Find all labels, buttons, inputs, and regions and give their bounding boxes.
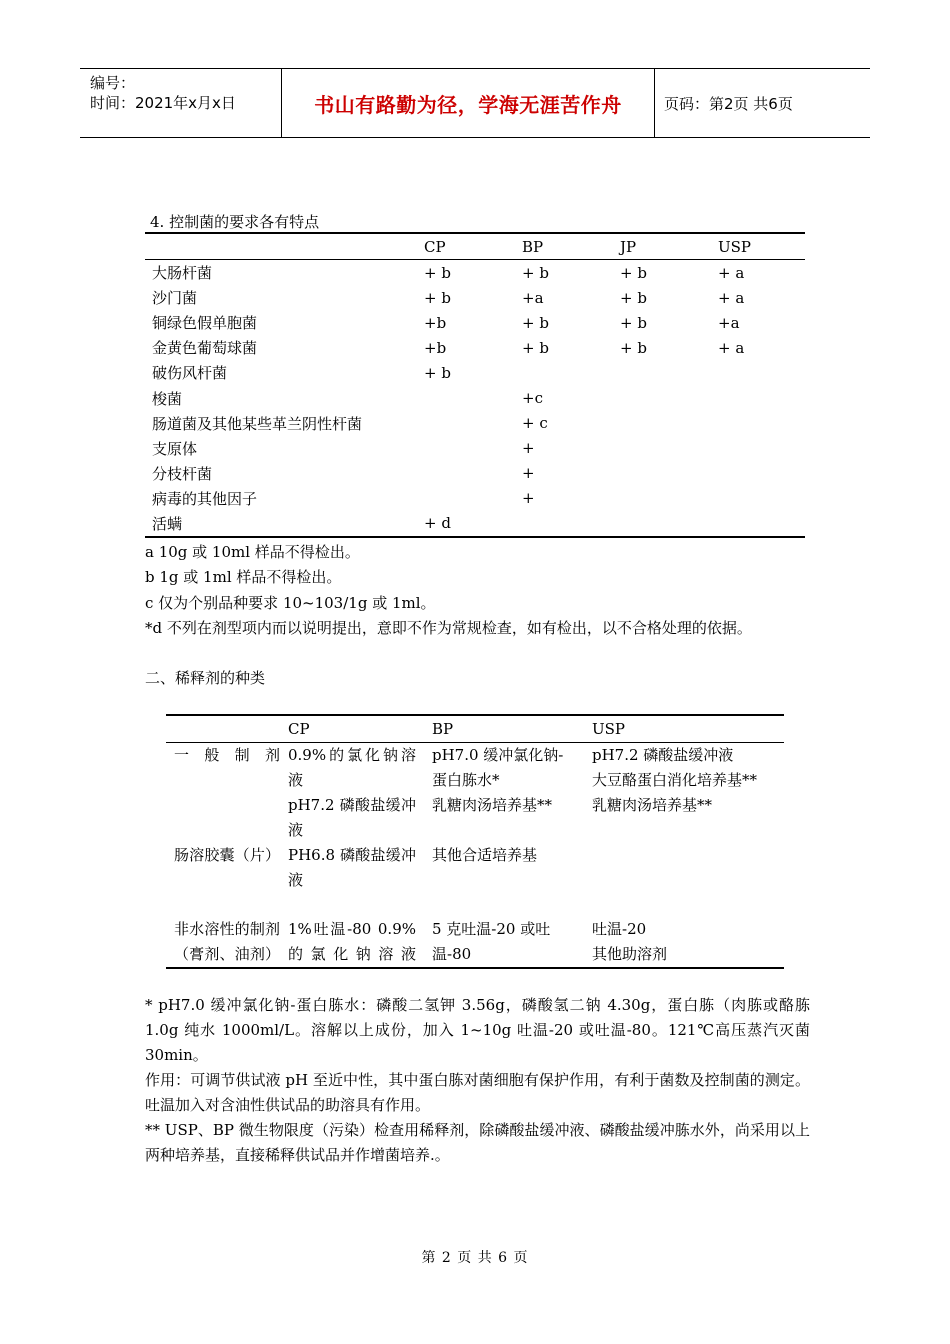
diluent-item: pH7.2 磷酸盐缓冲液 (288, 796, 416, 839)
table-row (145, 335, 805, 360)
column-header (145, 233, 424, 260)
dosage-form-cell: 一般制剂 (174, 746, 280, 764)
requirement-cell: + b (620, 288, 647, 307)
diluent-item: 其他合适培养基 (432, 846, 538, 864)
table-row (166, 917, 784, 968)
usp-diluent-cell (592, 743, 784, 844)
bacteria-name-cell: 活螨 (145, 511, 424, 537)
requirement-cell: + (522, 464, 535, 483)
bacteria-name-cell: 破伤风杆菌 (152, 364, 228, 383)
header-page-label: 页码：第2页 共6页 (664, 94, 793, 113)
requirement-cell (718, 461, 805, 486)
requirement-cell (522, 511, 620, 537)
requirement-cell (620, 511, 718, 537)
requirement-cell: + b (620, 263, 647, 282)
column-header: JP (620, 233, 718, 260)
requirement-cell: + b (522, 263, 549, 282)
cp-diluent-cell (288, 917, 432, 968)
requirement-cell (424, 411, 522, 436)
table-header-row (145, 233, 805, 260)
diluent-item: 5 克吐温-20 或吐温-80 (432, 920, 551, 963)
requirement-cell (718, 385, 805, 410)
number-label: 编号： (90, 74, 136, 92)
table-row (166, 743, 784, 844)
requirement-cell (522, 360, 620, 385)
requirement-cell: + b (424, 288, 451, 307)
requirement-cell (718, 411, 805, 436)
requirement-cell (718, 486, 805, 511)
requirement-cell (424, 385, 522, 410)
requirement-cell: + c (522, 414, 548, 433)
diluent-item: 乳糖肉汤培养基** (592, 796, 713, 814)
table-row (145, 436, 805, 461)
bacteria-name-cell: 分枝杆菌 (152, 464, 213, 483)
requirement-cell (620, 411, 718, 436)
diluent-item: PH6.8 磷酸盐缓冲液 (288, 846, 416, 889)
requirement-cell: + b (620, 313, 647, 332)
requirement-cell (718, 436, 805, 461)
bacteria-name-cell: 大肠杆菌 (152, 264, 213, 283)
table-row (145, 260, 805, 286)
column-header: BP (522, 233, 620, 260)
footnote: 作用：可调节供试液 pH 至近中性，其中蛋白胨对菌细胞有保护作用，有利于菌数及控制菌的测定。吐温加入对含油性供试品的助溶具有作用。 (145, 1071, 810, 1114)
diluent-types-table (166, 714, 784, 969)
bp-diluent-cell (432, 843, 592, 917)
dosage-form-cell: 肠溶胶囊（片） (174, 846, 280, 864)
column-header: BP (432, 715, 592, 743)
table-row (145, 285, 805, 310)
section1-title: 4. 控制菌的要求各有特点 (150, 213, 320, 231)
requirement-cell: + (522, 439, 535, 458)
column-header: CP (288, 715, 432, 743)
requirement-cell: + b (620, 338, 647, 357)
requirement-cell (424, 486, 522, 511)
requirement-cell (424, 461, 522, 486)
column-header: USP (592, 715, 784, 743)
diluent-item: 吐温-20 (592, 920, 647, 938)
footnote: a 10g 或 10ml 样品不得检出。 (145, 543, 360, 561)
requirement-cell: +c (522, 389, 543, 408)
header-meta (80, 69, 282, 137)
requirement-cell: + b (424, 363, 451, 382)
time-label: 时间：2021年x月x日 (90, 94, 236, 112)
requirement-cell: + d (424, 511, 522, 537)
column-header: USP (718, 233, 805, 260)
requirement-cell: + (522, 489, 535, 508)
requirement-cell (424, 436, 522, 461)
usp-diluent-cell (592, 917, 784, 968)
requirement-cell: + b (522, 313, 549, 332)
diluent-item: 其他助溶剂 (592, 945, 668, 963)
requirement-cell (620, 486, 718, 511)
requirement-cell (718, 511, 805, 537)
diluent-item: pH7.2 磷酸盐缓冲液 (592, 746, 734, 764)
footnote: *d 不列在剂型项内而以说明提出，意即不作为常规检查，如有检出，以不合格处理的依据。 (145, 619, 752, 637)
diluent-item: 1%吐温-80 0.9%的氯化钠溶液 (288, 920, 416, 963)
diluent-item: 大豆酪蛋白消化培养基** (592, 771, 758, 789)
footnote: b 1g 或 1ml 样品不得检出。 (145, 568, 342, 586)
column-header: CP (424, 233, 522, 260)
requirement-cell (620, 360, 718, 385)
table-row (145, 310, 805, 335)
table-row (145, 360, 805, 385)
footnote: ** USP、BP 微生物限度（污染）检查用稀释剂，除磷酸盐缓冲液、磷酸盐缓冲胨水外，尚采用以上两种培养基，直接稀释供试品并作增菌培养.。 (145, 1121, 810, 1164)
requirement-cell: +a (718, 313, 740, 332)
requirement-cell (620, 436, 718, 461)
page-footer: 第 2 页 共 6 页 (421, 1250, 529, 1266)
section2-title: 二、稀释剂的种类 (145, 669, 266, 687)
table-row (145, 486, 805, 511)
bacteria-name-cell: 沙门菌 (152, 289, 198, 308)
bacteria-name-cell: 病毒的其他因子 (152, 489, 258, 508)
requirement-cell (620, 385, 718, 410)
column-header (166, 715, 288, 743)
requirement-cell: +b (424, 338, 447, 357)
bp-diluent-cell (432, 743, 592, 844)
bp-diluent-cell (432, 917, 592, 968)
requirement-cell: + b (424, 263, 451, 282)
requirement-cell: + a (718, 263, 745, 282)
requirement-cell (718, 360, 805, 385)
bacteria-name-cell: 金黄色葡萄球菌 (152, 339, 258, 358)
table-header-row (166, 715, 784, 743)
document-header (80, 68, 870, 138)
table-row (145, 461, 805, 486)
table-row (145, 411, 805, 436)
table-row (166, 843, 784, 917)
bacteria-name-cell: 梭菌 (152, 389, 183, 408)
requirement-cell (620, 461, 718, 486)
bacteria-name-cell: 铜绿色假单胞菌 (152, 314, 258, 333)
bacteria-name-cell: 肠道菌及其他某些革兰阴性杆菌 (152, 414, 363, 433)
diluent-item: 乳糖肉汤培养基** (432, 796, 553, 814)
control-bacteria-table (145, 232, 805, 538)
diluent-item: 0.9%的氯化钠溶液 (288, 746, 416, 789)
requirement-cell: + a (718, 338, 745, 357)
footnote: c 仅为个别品种要求 10~103/1g 或 1ml。 (145, 594, 436, 612)
dosage-form-cell: 非水溶性的制剂（膏剂、油剂） (166, 917, 288, 968)
diluent-item: pH7.0 缓冲氯化钠-蛋白胨水* (432, 746, 564, 789)
requirement-cell: +a (522, 288, 544, 307)
requirement-cell: + a (718, 288, 745, 307)
footnote: * pH7.0 缓冲氯化钠-蛋白胨水：磷酸二氢钾 3.56g，磷酸氢二钠 4.30g，蛋白胨（肉胨或酪胨 1.0g 纯水 1000ml/L。溶解以上成份，加入 1~10g 吐温-20 或吐温-80。121℃高压蒸汽灭菌 30min。 (145, 996, 810, 1064)
requirement-cell: + b (522, 338, 549, 357)
table-row (145, 385, 805, 410)
bacteria-name-cell: 支原体 (152, 439, 198, 458)
header-motto: 书山有路勤为径，学海无涯苦作舟 (282, 69, 655, 137)
requirement-cell: +b (424, 313, 447, 332)
table-row (145, 511, 805, 537)
cp-diluent-cell (288, 843, 432, 917)
cp-diluent-cell (288, 743, 432, 844)
usp-diluent-cell (592, 843, 784, 917)
